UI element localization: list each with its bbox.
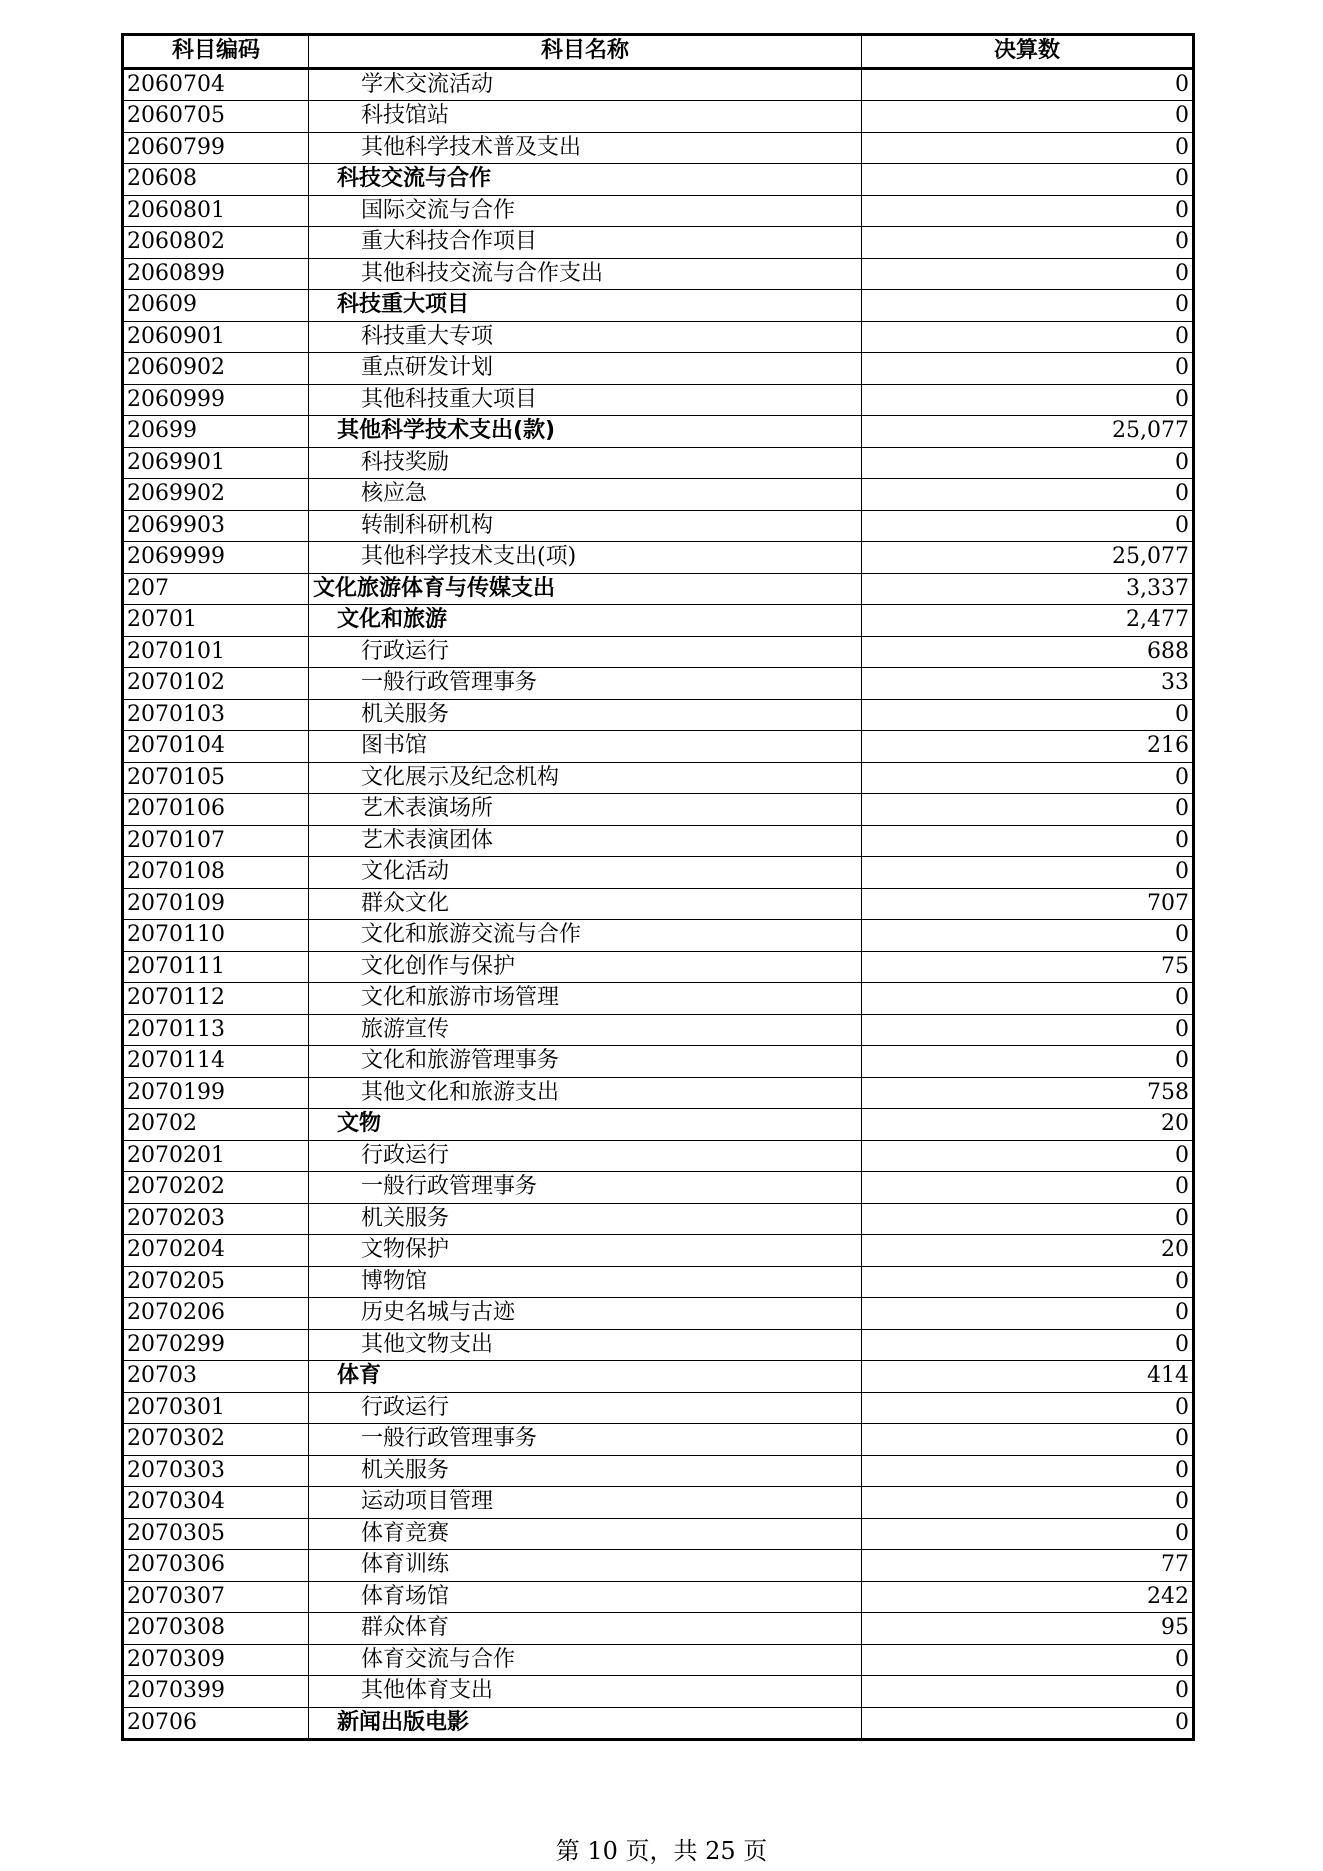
row-code: 2060902 [123, 353, 309, 385]
row-code: 2060705 [123, 101, 309, 133]
row-amount: 0 [862, 447, 1194, 479]
row-code: 20701 [123, 605, 309, 637]
row-amount: 0 [862, 1014, 1194, 1046]
table-row [123, 1298, 1194, 1330]
row-amount: 33 [862, 668, 1194, 700]
row-amount: 414 [862, 1361, 1194, 1393]
page-footer: 第 10 页，共 25 页 [555, 1837, 768, 1865]
row-code: 2070205 [123, 1266, 309, 1298]
table-row [123, 1707, 1194, 1740]
table-row [123, 227, 1194, 259]
row-name: 一般行政管理事务 [309, 668, 862, 700]
table-row [123, 1077, 1194, 1109]
row-amount: 0 [862, 101, 1194, 133]
row-code: 2069902 [123, 479, 309, 511]
row-amount: 0 [862, 1424, 1194, 1456]
row-amount: 0 [862, 825, 1194, 857]
row-code: 2070101 [123, 636, 309, 668]
row-name: 学术交流活动 [309, 68, 862, 101]
row-code: 2070102 [123, 668, 309, 700]
table-row [123, 195, 1194, 227]
row-name: 文化和旅游市场管理 [309, 983, 862, 1015]
row-name: 群众体育 [309, 1613, 862, 1645]
row-amount: 0 [862, 1487, 1194, 1519]
row-amount: 0 [862, 290, 1194, 322]
row-code: 20608 [123, 164, 309, 196]
header-name: 科目名称 [309, 35, 862, 69]
row-code: 2070304 [123, 1487, 309, 1519]
row-amount: 0 [862, 321, 1194, 353]
row-code: 2070111 [123, 951, 309, 983]
table-row [123, 668, 1194, 700]
table-row [123, 731, 1194, 763]
row-amount: 216 [862, 731, 1194, 763]
table-row [123, 479, 1194, 511]
table-row [123, 1014, 1194, 1046]
row-name: 运动项目管理 [309, 1487, 862, 1519]
row-code: 2070103 [123, 699, 309, 731]
table-row [123, 164, 1194, 196]
row-name: 文化旅游体育与传媒支出 [309, 573, 862, 605]
header-code: 科目编码 [123, 35, 309, 69]
row-code: 2069901 [123, 447, 309, 479]
table-row [123, 258, 1194, 290]
row-name: 科技重大专项 [309, 321, 862, 353]
table-row [123, 605, 1194, 637]
row-amount: 0 [862, 1298, 1194, 1330]
row-name: 转制科研机构 [309, 510, 862, 542]
row-name: 重点研发计划 [309, 353, 862, 385]
row-amount: 707 [862, 888, 1194, 920]
table-row [123, 542, 1194, 574]
row-amount: 25,077 [862, 542, 1194, 574]
row-name: 历史名城与古迹 [309, 1298, 862, 1330]
table-row [123, 1644, 1194, 1676]
row-name: 核应急 [309, 479, 862, 511]
row-amount: 0 [862, 384, 1194, 416]
row-amount: 20 [862, 1109, 1194, 1141]
row-code: 2070104 [123, 731, 309, 763]
row-amount: 0 [862, 195, 1194, 227]
row-code: 2070307 [123, 1581, 309, 1613]
row-code: 2060799 [123, 132, 309, 164]
table-row [123, 1266, 1194, 1298]
table-row [123, 951, 1194, 983]
table-row [123, 1235, 1194, 1267]
row-amount: 0 [862, 1329, 1194, 1361]
row-code: 2070301 [123, 1392, 309, 1424]
row-amount: 20 [862, 1235, 1194, 1267]
table-row [123, 1172, 1194, 1204]
table-row [123, 510, 1194, 542]
row-name: 机关服务 [309, 1203, 862, 1235]
table-row [123, 699, 1194, 731]
row-name: 科技重大项目 [309, 290, 862, 322]
row-name: 文化和旅游交流与合作 [309, 920, 862, 952]
row-code: 2070203 [123, 1203, 309, 1235]
row-name: 体育训练 [309, 1550, 862, 1582]
row-amount: 0 [862, 1455, 1194, 1487]
row-name: 行政运行 [309, 1392, 862, 1424]
row-name: 科技交流与合作 [309, 164, 862, 196]
row-code: 2070112 [123, 983, 309, 1015]
table-row [123, 794, 1194, 826]
row-amount: 0 [862, 762, 1194, 794]
row-code: 2060899 [123, 258, 309, 290]
row-code: 2069903 [123, 510, 309, 542]
row-name: 其他文化和旅游支出 [309, 1077, 862, 1109]
row-amount: 0 [862, 1392, 1194, 1424]
header-amount: 决算数 [862, 35, 1194, 69]
budget-table [121, 33, 1195, 1741]
table-row [123, 384, 1194, 416]
row-code: 2070303 [123, 1455, 309, 1487]
table-row [123, 983, 1194, 1015]
table-row [123, 1613, 1194, 1645]
row-name: 其他体育支出 [309, 1676, 862, 1708]
row-amount: 0 [862, 353, 1194, 385]
table-row [123, 573, 1194, 605]
row-amount: 0 [862, 1676, 1194, 1708]
row-code: 20706 [123, 1707, 309, 1740]
row-code: 2060802 [123, 227, 309, 259]
row-code: 2070113 [123, 1014, 309, 1046]
row-name: 新闻出版电影 [309, 1707, 862, 1740]
row-name: 其他科学技术支出(项) [309, 542, 862, 574]
row-amount: 0 [862, 794, 1194, 826]
table-row [123, 636, 1194, 668]
row-code: 2070206 [123, 1298, 309, 1330]
row-amount: 0 [862, 699, 1194, 731]
row-amount: 0 [862, 258, 1194, 290]
row-name: 艺术表演场所 [309, 794, 862, 826]
row-name: 群众文化 [309, 888, 862, 920]
table-row [123, 321, 1194, 353]
row-code: 2070199 [123, 1077, 309, 1109]
row-amount: 0 [862, 1203, 1194, 1235]
row-code: 2069999 [123, 542, 309, 574]
row-name: 文化创作与保护 [309, 951, 862, 983]
table-row [123, 1140, 1194, 1172]
table-row [123, 888, 1194, 920]
row-code: 2070105 [123, 762, 309, 794]
row-code: 2070107 [123, 825, 309, 857]
row-amount: 0 [862, 132, 1194, 164]
row-name: 一般行政管理事务 [309, 1424, 862, 1456]
row-code: 2070305 [123, 1518, 309, 1550]
table-row [123, 1487, 1194, 1519]
table-row [123, 1550, 1194, 1582]
table-row [123, 416, 1194, 448]
row-code: 2070306 [123, 1550, 309, 1582]
row-name: 其他科技交流与合作支出 [309, 258, 862, 290]
row-amount: 0 [862, 920, 1194, 952]
table-row [123, 857, 1194, 889]
table-row [123, 68, 1194, 101]
table-row [123, 1518, 1194, 1550]
row-code: 2070399 [123, 1676, 309, 1708]
row-name: 文化展示及纪念机构 [309, 762, 862, 794]
row-code: 2070114 [123, 1046, 309, 1078]
row-code: 20702 [123, 1109, 309, 1141]
row-name: 体育竞赛 [309, 1518, 862, 1550]
row-name: 行政运行 [309, 1140, 862, 1172]
row-name: 机关服务 [309, 699, 862, 731]
row-code: 207 [123, 573, 309, 605]
row-amount: 0 [862, 1140, 1194, 1172]
table-row [123, 1581, 1194, 1613]
row-name: 文化和旅游 [309, 605, 862, 637]
row-code: 2070302 [123, 1424, 309, 1456]
row-name: 文物保护 [309, 1235, 862, 1267]
row-name: 其他科学技术支出(款) [309, 416, 862, 448]
table-row [123, 353, 1194, 385]
row-name: 科技奖励 [309, 447, 862, 479]
row-name: 博物馆 [309, 1266, 862, 1298]
row-amount: 0 [862, 1172, 1194, 1204]
row-amount: 95 [862, 1613, 1194, 1645]
table-row [123, 101, 1194, 133]
table-row [123, 920, 1194, 952]
row-name: 其他科学技术普及支出 [309, 132, 862, 164]
row-code: 2070109 [123, 888, 309, 920]
row-name: 文化和旅游管理事务 [309, 1046, 862, 1078]
row-name: 其他科技重大项目 [309, 384, 862, 416]
row-name: 体育交流与合作 [309, 1644, 862, 1676]
table-row [123, 1455, 1194, 1487]
row-amount: 0 [862, 1046, 1194, 1078]
row-code: 2070202 [123, 1172, 309, 1204]
row-code: 2060999 [123, 384, 309, 416]
row-amount: 0 [862, 983, 1194, 1015]
row-amount: 688 [862, 636, 1194, 668]
row-code: 20703 [123, 1361, 309, 1393]
table-row [123, 1203, 1194, 1235]
table-row [123, 1109, 1194, 1141]
row-code: 2070308 [123, 1613, 309, 1645]
row-name: 文化活动 [309, 857, 862, 889]
row-amount: 0 [862, 479, 1194, 511]
table-row [123, 132, 1194, 164]
row-code: 20609 [123, 290, 309, 322]
row-code: 2070108 [123, 857, 309, 889]
table-row [123, 447, 1194, 479]
table-row [123, 1676, 1194, 1708]
row-name: 其他文物支出 [309, 1329, 862, 1361]
row-amount: 0 [862, 510, 1194, 542]
row-code: 2060704 [123, 68, 309, 101]
table-row [123, 1424, 1194, 1456]
row-name: 体育 [309, 1361, 862, 1393]
row-name: 体育场馆 [309, 1581, 862, 1613]
row-name: 国际交流与合作 [309, 195, 862, 227]
row-code: 2070201 [123, 1140, 309, 1172]
table-row [123, 762, 1194, 794]
row-amount: 0 [862, 227, 1194, 259]
table-row [123, 1392, 1194, 1424]
row-amount: 0 [862, 857, 1194, 889]
table-row [123, 825, 1194, 857]
row-name: 文物 [309, 1109, 862, 1141]
row-amount: 3,337 [862, 573, 1194, 605]
row-code: 2070299 [123, 1329, 309, 1361]
row-amount: 25,077 [862, 416, 1194, 448]
row-name: 行政运行 [309, 636, 862, 668]
row-name: 旅游宣传 [309, 1014, 862, 1046]
row-amount: 758 [862, 1077, 1194, 1109]
row-name: 一般行政管理事务 [309, 1172, 862, 1204]
row-amount: 0 [862, 1644, 1194, 1676]
table-header-row [123, 35, 1194, 69]
row-amount: 77 [862, 1550, 1194, 1582]
row-name: 科技馆站 [309, 101, 862, 133]
row-amount: 75 [862, 951, 1194, 983]
row-name: 机关服务 [309, 1455, 862, 1487]
row-code: 2070309 [123, 1644, 309, 1676]
row-amount: 242 [862, 1581, 1194, 1613]
row-amount: 0 [862, 1266, 1194, 1298]
table-row [123, 1329, 1194, 1361]
row-code: 20699 [123, 416, 309, 448]
row-amount: 0 [862, 164, 1194, 196]
row-code: 2070204 [123, 1235, 309, 1267]
row-code: 2070106 [123, 794, 309, 826]
table-row [123, 290, 1194, 322]
row-amount: 0 [862, 1707, 1194, 1740]
row-code: 2060801 [123, 195, 309, 227]
row-amount: 2,477 [862, 605, 1194, 637]
table-row [123, 1361, 1194, 1393]
row-name: 重大科技合作项目 [309, 227, 862, 259]
row-name: 艺术表演团体 [309, 825, 862, 857]
table-row [123, 1046, 1194, 1078]
row-amount: 0 [862, 68, 1194, 101]
row-code: 2060901 [123, 321, 309, 353]
row-code: 2070110 [123, 920, 309, 952]
row-amount: 0 [862, 1518, 1194, 1550]
row-name: 图书馆 [309, 731, 862, 763]
